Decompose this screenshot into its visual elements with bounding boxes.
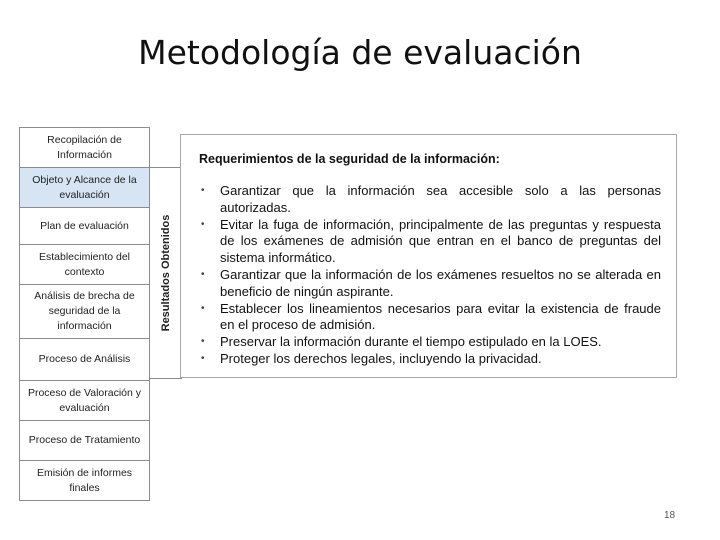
- step-analisis-brecha: [19, 284, 150, 338]
- list-item: [199, 351, 661, 368]
- slide-title: Metodología de evaluación: [138, 33, 582, 72]
- step-label: Emisión de informes finales: [36, 466, 133, 494]
- requirements-panel: [180, 134, 677, 378]
- step-label: Recopilación de Información: [47, 133, 122, 161]
- step-recopilacion: [19, 127, 150, 167]
- list-item: [199, 217, 661, 267]
- step-valoracion: [19, 380, 150, 420]
- page-number: 18: [664, 510, 676, 521]
- step-label: Proceso de Tratamiento: [28, 434, 141, 446]
- bullet-icon: •: [201, 268, 205, 280]
- list-item: [199, 301, 661, 335]
- step-informes: [19, 460, 150, 501]
- step-label: Establecimiento del contexto: [38, 250, 131, 278]
- step-label: Proceso de Valoración y evaluación: [27, 386, 142, 414]
- step-contexto: [19, 244, 150, 284]
- bullet-icon: •: [201, 185, 205, 196]
- step-plan: [19, 207, 150, 244]
- step-objeto-alcance: [19, 167, 150, 207]
- step-proceso-analisis: [19, 338, 150, 380]
- bullet-icon: •: [201, 352, 205, 364]
- list-item-text: Garantizar que la información de los exámenes resueltos no se alterada en beneficio de ningún aspirante.: [220, 266, 661, 299]
- panel-title: Requerimientos de la seguridad de la información:: [199, 152, 500, 166]
- bullet-icon: •: [201, 218, 205, 230]
- requirements-list: [199, 183, 661, 368]
- list-item: [199, 267, 661, 301]
- results-side-tab: [150, 167, 182, 379]
- process-steps: [19, 127, 150, 501]
- step-label: Objeto y Alcance de la evaluación: [32, 173, 137, 201]
- step-label: Análisis de brecha de seguridad de la información: [34, 290, 135, 332]
- list-item-text: Garantizar que la información sea accesible solo a las personas autorizadas.: [220, 183, 661, 215]
- list-item: [199, 334, 661, 351]
- bullet-icon: •: [201, 336, 205, 348]
- results-side-label: Resultados Obtenidos: [159, 214, 172, 332]
- list-item: [199, 183, 661, 217]
- list-item-text: Preservar la información durante el tiempo estipulado en la LOES.: [220, 334, 602, 350]
- step-tratamiento: [19, 420, 150, 460]
- list-item-text: Proteger los derechos legales, incluyendo la privacidad.: [220, 350, 542, 366]
- step-label: Proceso de Análisis: [38, 353, 131, 365]
- list-item-text: Establecer los lineamientos necesarios para evitar la existencia de fraude en el proceso de admisión.: [220, 300, 661, 333]
- list-item-text: Evitar la fuga de información, principalmente de las preguntas y respuesta de los exámenes de admisión que entran en el banco de preguntas del sistema informático.: [220, 216, 661, 266]
- step-label: Plan de evaluación: [40, 219, 129, 232]
- bullet-icon: •: [201, 302, 205, 314]
